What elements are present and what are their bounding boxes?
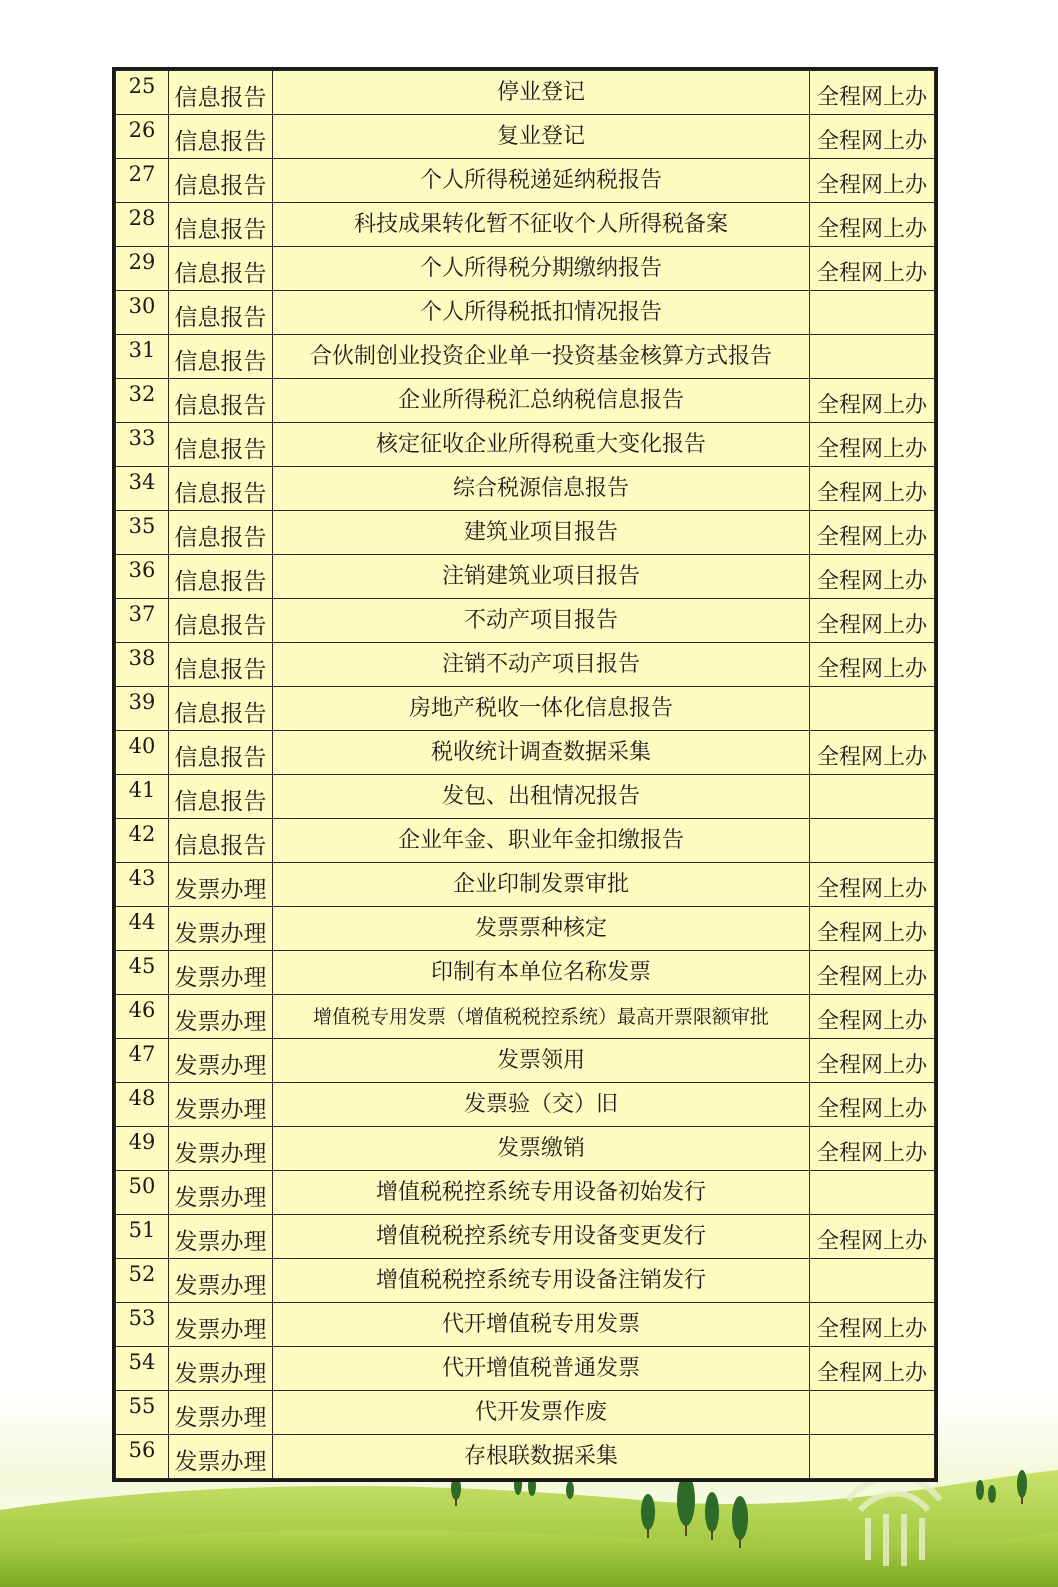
table-row	[116, 247, 935, 291]
row-item: 代开增值税普通发票	[273, 1347, 810, 1391]
table-row	[116, 731, 935, 775]
row-mode: 全程网上办	[810, 511, 935, 555]
row-number: 33	[116, 423, 169, 467]
table-row	[116, 1083, 935, 1127]
row-item: 印制有本单位名称发票	[273, 951, 810, 995]
row-mode: 全程网上办	[810, 159, 935, 203]
row-mode: 全程网上办	[810, 643, 935, 687]
row-number: 47	[116, 1039, 169, 1083]
row-category: 发票办理	[169, 863, 273, 907]
row-number: 36	[116, 555, 169, 599]
table-row	[116, 1303, 935, 1347]
row-category: 发票办理	[169, 907, 273, 951]
row-mode: 全程网上办	[810, 1347, 935, 1391]
row-number: 52	[116, 1259, 169, 1303]
table-row	[116, 511, 935, 555]
row-number: 41	[116, 775, 169, 819]
row-number: 50	[116, 1171, 169, 1215]
table-row	[116, 379, 935, 423]
row-number: 32	[116, 379, 169, 423]
row-category: 发票办理	[169, 1303, 273, 1347]
row-item: 建筑业项目报告	[273, 511, 810, 555]
row-mode: 全程网上办	[810, 467, 935, 511]
table-row	[116, 335, 935, 379]
row-category: 信息报告	[169, 731, 273, 775]
row-mode: 全程网上办	[810, 1039, 935, 1083]
row-category: 发票办理	[169, 1127, 273, 1171]
row-category: 发票办理	[169, 1083, 273, 1127]
table-row	[116, 1039, 935, 1083]
row-category: 发票办理	[169, 1039, 273, 1083]
row-category: 信息报告	[169, 335, 273, 379]
row-mode	[810, 819, 935, 863]
row-item: 个人所得税抵扣情况报告	[273, 291, 810, 335]
row-category: 信息报告	[169, 379, 273, 423]
row-number: 29	[116, 247, 169, 291]
row-number: 30	[116, 291, 169, 335]
row-category: 信息报告	[169, 599, 273, 643]
row-mode: 全程网上办	[810, 951, 935, 995]
row-item: 不动产项目报告	[273, 599, 810, 643]
table-row	[116, 995, 935, 1039]
row-number: 35	[116, 511, 169, 555]
row-number: 25	[116, 71, 169, 115]
table-row	[116, 1391, 935, 1435]
table-row	[116, 599, 935, 643]
row-number: 55	[116, 1391, 169, 1435]
table-row	[116, 951, 935, 995]
row-number: 51	[116, 1215, 169, 1259]
row-item: 代开发票作废	[273, 1391, 810, 1435]
table-row	[116, 1171, 935, 1215]
row-category: 发票办理	[169, 1435, 273, 1479]
table-row	[116, 555, 935, 599]
row-item: 停业登记	[273, 71, 810, 115]
row-category: 信息报告	[169, 423, 273, 467]
row-mode	[810, 1435, 935, 1479]
row-mode: 全程网上办	[810, 1127, 935, 1171]
row-item: 发票领用	[273, 1039, 810, 1083]
row-item: 注销建筑业项目报告	[273, 555, 810, 599]
table-row	[116, 687, 935, 731]
row-mode: 全程网上办	[810, 995, 935, 1039]
row-number: 39	[116, 687, 169, 731]
row-category: 信息报告	[169, 819, 273, 863]
row-item: 企业年金、职业年金扣缴报告	[273, 819, 810, 863]
row-category: 发票办理	[169, 951, 273, 995]
row-item: 科技成果转化暂不征收个人所得税备案	[273, 203, 810, 247]
row-mode: 全程网上办	[810, 1215, 935, 1259]
row-number: 53	[116, 1303, 169, 1347]
row-mode	[810, 687, 935, 731]
row-mode	[810, 1259, 935, 1303]
row-number: 46	[116, 995, 169, 1039]
table-row	[116, 775, 935, 819]
row-item: 存根联数据采集	[273, 1435, 810, 1479]
table-row	[116, 1259, 935, 1303]
row-number: 38	[116, 643, 169, 687]
table-row	[116, 1347, 935, 1391]
row-category: 信息报告	[169, 775, 273, 819]
row-mode: 全程网上办	[810, 863, 935, 907]
row-item: 个人所得税递延纳税报告	[273, 159, 810, 203]
row-category: 发票办理	[169, 1215, 273, 1259]
row-item: 企业印制发票审批	[273, 863, 810, 907]
row-number: 43	[116, 863, 169, 907]
row-number: 49	[116, 1127, 169, 1171]
table-row	[116, 1215, 935, 1259]
service-items-table	[112, 67, 938, 1482]
row-number: 31	[116, 335, 169, 379]
row-category: 发票办理	[169, 995, 273, 1039]
row-mode: 全程网上办	[810, 379, 935, 423]
table-row	[116, 159, 935, 203]
row-item: 核定征收企业所得税重大变化报告	[273, 423, 810, 467]
row-number: 56	[116, 1435, 169, 1479]
row-item: 增值税专用发票（增值税税控系统）最高开票限额审批	[273, 995, 810, 1039]
row-mode: 全程网上办	[810, 1083, 935, 1127]
table-row	[116, 115, 935, 159]
row-category: 发票办理	[169, 1171, 273, 1215]
table-row	[116, 1435, 935, 1479]
row-mode: 全程网上办	[810, 1303, 935, 1347]
row-mode: 全程网上办	[810, 555, 935, 599]
row-category: 信息报告	[169, 71, 273, 115]
row-category: 信息报告	[169, 467, 273, 511]
row-number: 27	[116, 159, 169, 203]
row-category: 发票办理	[169, 1259, 273, 1303]
row-item: 发票缴销	[273, 1127, 810, 1171]
row-category: 信息报告	[169, 247, 273, 291]
row-number: 28	[116, 203, 169, 247]
row-number: 54	[116, 1347, 169, 1391]
row-category: 信息报告	[169, 115, 273, 159]
row-item: 合伙制创业投资企业单一投资基金核算方式报告	[273, 335, 810, 379]
row-mode	[810, 1391, 935, 1435]
row-category: 信息报告	[169, 203, 273, 247]
row-item: 发票验（交）旧	[273, 1083, 810, 1127]
row-item: 增值税税控系统专用设备注销发行	[273, 1259, 810, 1303]
table-row	[116, 291, 935, 335]
row-item: 税收统计调查数据采集	[273, 731, 810, 775]
row-item: 个人所得税分期缴纳报告	[273, 247, 810, 291]
row-item: 房地产税收一体化信息报告	[273, 687, 810, 731]
row-item: 复业登记	[273, 115, 810, 159]
row-item: 增值税税控系统专用设备变更发行	[273, 1215, 810, 1259]
row-item: 代开增值税专用发票	[273, 1303, 810, 1347]
table-row	[116, 863, 935, 907]
row-category: 发票办理	[169, 1391, 273, 1435]
row-number: 42	[116, 819, 169, 863]
row-category: 信息报告	[169, 291, 273, 335]
row-number: 44	[116, 907, 169, 951]
table-row	[116, 1127, 935, 1171]
row-item: 企业所得税汇总纳税信息报告	[273, 379, 810, 423]
table-row	[116, 907, 935, 951]
row-number: 34	[116, 467, 169, 511]
table-row	[116, 819, 935, 863]
row-category: 信息报告	[169, 159, 273, 203]
row-mode	[810, 775, 935, 819]
row-number: 37	[116, 599, 169, 643]
row-number: 45	[116, 951, 169, 995]
row-category: 信息报告	[169, 555, 273, 599]
row-category: 信息报告	[169, 511, 273, 555]
row-item: 发票票种核定	[273, 907, 810, 951]
row-mode: 全程网上办	[810, 203, 935, 247]
row-item: 增值税税控系统专用设备初始发行	[273, 1171, 810, 1215]
row-mode: 全程网上办	[810, 907, 935, 951]
row-category: 信息报告	[169, 687, 273, 731]
row-item: 综合税源信息报告	[273, 467, 810, 511]
table-row	[116, 423, 935, 467]
row-mode	[810, 291, 935, 335]
row-item: 注销不动产项目报告	[273, 643, 810, 687]
row-number: 26	[116, 115, 169, 159]
row-number: 48	[116, 1083, 169, 1127]
table-row	[116, 467, 935, 511]
row-mode: 全程网上办	[810, 247, 935, 291]
row-mode: 全程网上办	[810, 71, 935, 115]
table-row	[116, 643, 935, 687]
row-mode: 全程网上办	[810, 599, 935, 643]
table-row	[116, 203, 935, 247]
row-category: 发票办理	[169, 1347, 273, 1391]
row-mode: 全程网上办	[810, 115, 935, 159]
row-mode	[810, 1171, 935, 1215]
row-mode	[810, 335, 935, 379]
row-category: 信息报告	[169, 643, 273, 687]
row-number: 40	[116, 731, 169, 775]
table-row	[116, 71, 935, 115]
row-mode: 全程网上办	[810, 731, 935, 775]
row-mode: 全程网上办	[810, 423, 935, 467]
row-item: 发包、出租情况报告	[273, 775, 810, 819]
